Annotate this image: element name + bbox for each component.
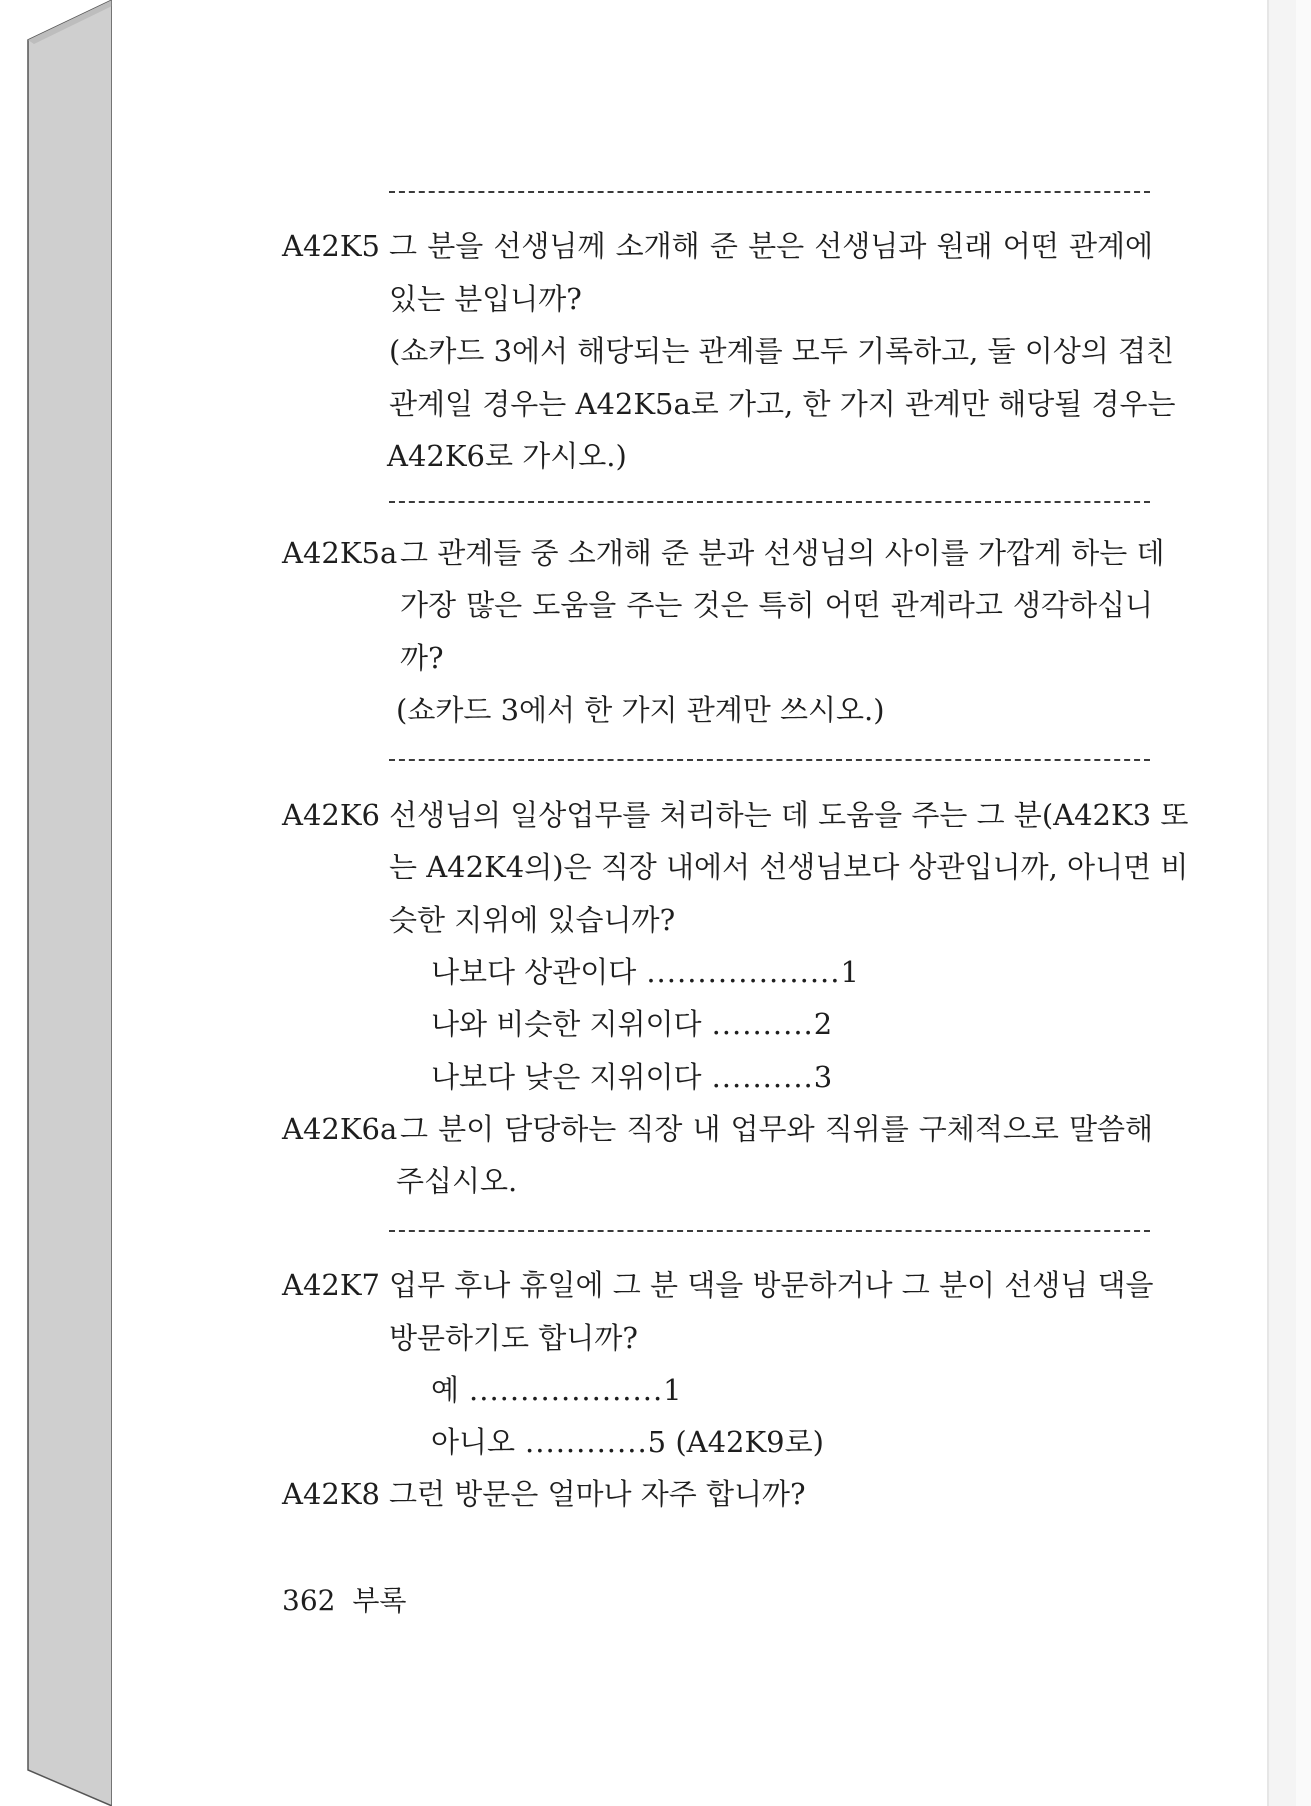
question-text: 가장 많은 도움을 주는 것은 특히 어떤 관계라고 생각하십니	[400, 588, 1153, 622]
question-code: A42K5	[282, 229, 380, 263]
option-code: 2	[813, 1007, 833, 1041]
instruction-text: 관계일 경우는 A42K5a로 가고, 한 가지 관계만 해당될 경우는	[389, 387, 1176, 421]
answer-option	[431, 1422, 824, 1462]
question-code: A42K6	[282, 798, 380, 832]
answer-option	[431, 1004, 832, 1044]
question-text: 주십시오.	[396, 1164, 518, 1198]
option-leader: ...................	[469, 1373, 664, 1407]
question-text: 그 관계들 중 소개해 준 분과 선생님의 사이를 가깝게 하는 데	[400, 536, 1165, 570]
option-leader: ............	[525, 1425, 648, 1459]
question-text: 까?	[400, 641, 444, 675]
question-text: 선생님의 일상업무를 처리하는 데 도움을 주는 그 분(A42K3 또	[389, 798, 1189, 832]
option-label: 아니오	[431, 1425, 516, 1459]
answer-option	[431, 1057, 832, 1097]
section-label: 부록	[352, 1584, 407, 1617]
divider-line	[389, 759, 1150, 761]
question-text: 업무 후나 휴일에 그 분 댁을 방문하거나 그 분이 선생님 댁을	[389, 1268, 1154, 1302]
option-code: 5 (A42K9로)	[647, 1425, 824, 1459]
option-leader: ..........	[711, 1060, 814, 1094]
question-text: 그 분이 담당하는 직장 내 업무와 직위를 구체적으로 말씀해	[400, 1112, 1153, 1146]
page-number: 362	[282, 1584, 336, 1617]
option-label: 예	[431, 1373, 460, 1407]
option-code: 1	[663, 1373, 682, 1407]
instruction-text: (쇼카드 3에서 한 가지 관계만 쓰시오.)	[396, 693, 885, 727]
question-text: 그런 방문은 얼마나 자주 합니까?	[389, 1477, 806, 1511]
option-code: 3	[813, 1060, 833, 1094]
question-code: A42K8	[282, 1477, 380, 1511]
question-code: A42K5a	[282, 536, 398, 570]
divider-line	[389, 191, 1150, 193]
option-leader: ...................	[646, 955, 841, 989]
question-text: 는 A42K4의)은 직장 내에서 선생님보다 상관입니까, 아니면 비	[389, 850, 1189, 884]
option-label: 나보다 낮은 지위이다	[431, 1060, 702, 1094]
option-label: 나와 비슷한 지위이다	[431, 1007, 702, 1041]
answer-option	[431, 952, 859, 992]
option-label: 나보다 상관이다	[431, 955, 637, 989]
instruction-text: A42K6로 가시오.)	[387, 439, 627, 473]
question-code: A42K7	[282, 1268, 380, 1302]
option-code: 1	[840, 955, 859, 989]
divider-line	[389, 1230, 1150, 1232]
page-footer	[282, 1581, 406, 1621]
question-text: 그 분을 선생님께 소개해 준 분은 선생님과 원래 어떤 관계에	[389, 229, 1153, 263]
option-leader: ..........	[711, 1007, 814, 1041]
question-text: 방문하기도 합니까?	[389, 1321, 638, 1355]
question-text: 있는 분입니까?	[389, 282, 582, 316]
question-code: A42K6a	[282, 1112, 398, 1146]
instruction-text: (쇼카드 3에서 해당되는 관계를 모두 기록하고, 둘 이상의 겹친	[389, 334, 1175, 368]
question-text: 슷한 지위에 있습니까?	[389, 903, 676, 937]
divider-line	[389, 501, 1150, 503]
answer-option	[431, 1370, 682, 1410]
